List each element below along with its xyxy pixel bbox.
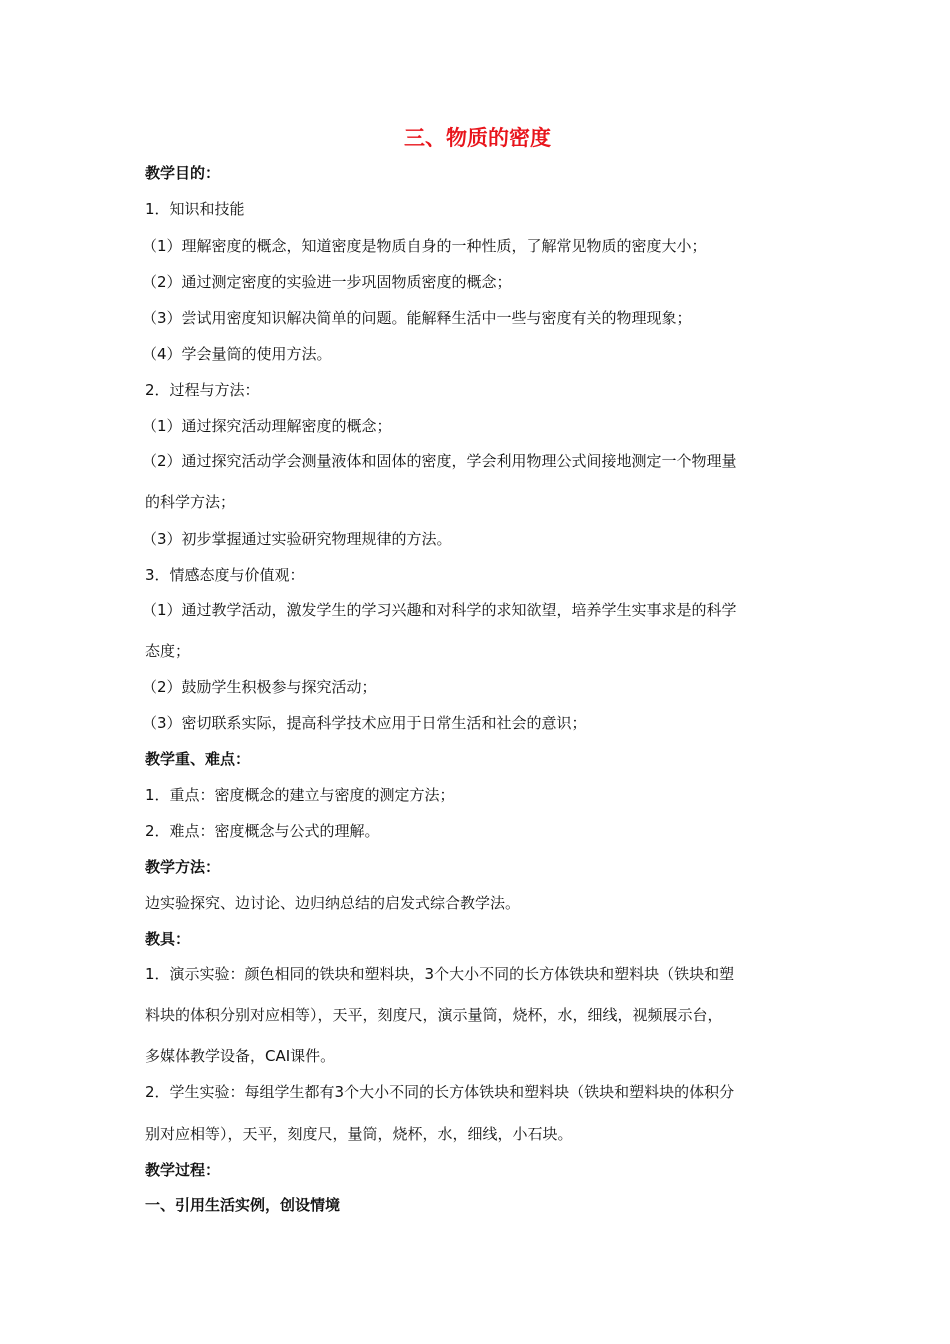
method-heading: 教学方法： — [145, 858, 221, 876]
procedure-section-1: 一、引用生活实例，创设情境 — [145, 1196, 341, 1214]
knowledge-item-4: （4）学会量筒的使用方法。 — [142, 345, 332, 363]
process-item-1: （1）通过探究活动理解密度的概念； — [142, 417, 392, 435]
attitude-item-2: （2）鼓励学生积极参与探究活动； — [142, 678, 377, 696]
attitude-item-1: （1）通过教学活动，激发学生的学习兴趣和对科学的求知欲望，培养学生实事求是的科学 — [142, 601, 737, 619]
knowledge-label: 1．知识和技能 — [145, 200, 245, 218]
attitude-label: 3．情感态度与价值观： — [145, 566, 305, 584]
key-points-heading: 教学重、难点： — [145, 750, 251, 768]
equipment-line-5: 别对应相等），天平，刻度尺，量筒，烧杯，水，细线，小石块。 — [145, 1125, 573, 1143]
process-label: 2．过程与方法： — [145, 381, 260, 399]
procedure-heading: 教学过程： — [145, 1161, 221, 1179]
key-point-2: 2．难点：密度概念与公式的理解。 — [145, 822, 380, 840]
process-item-2-cont: 的科学方法； — [145, 493, 236, 511]
process-item-3: （3）初步掌握通过实验研究物理规律的方法。 — [142, 530, 452, 548]
equipment-line-2: 料块的体积分别对应相等），天平，刻度尺，演示量筒，烧杯，水，细线，视频展示台， — [145, 1006, 723, 1024]
key-point-1: 1．重点：密度概念的建立与密度的测定方法； — [145, 786, 455, 804]
equipment-line-4: 2．学生实验：每组学生都有3个大小不同的长方体铁块和塑料块（铁块和塑料块的体积分 — [145, 1083, 735, 1101]
knowledge-item-2: （2）通过测定密度的实验进一步巩固物质密度的概念； — [142, 273, 512, 291]
knowledge-item-3: （3）尝试用密度知识解决简单的问题。能解释生活中一些与密度有关的物理现象； — [142, 309, 692, 327]
attitude-item-1-cont: 态度； — [145, 642, 191, 660]
knowledge-item-1: （1）理解密度的概念，知道密度是物质自身的一种性质，了解常见物质的密度大小； — [142, 237, 707, 255]
page-title: 三、物质的密度 — [404, 126, 551, 150]
attitude-item-3: （3）密切联系实际，提高科学技术应用于日常生活和社会的意识； — [142, 714, 587, 732]
equipment-heading: 教具： — [145, 930, 191, 948]
equipment-line-3: 多媒体教学设备，CAI课件。 — [145, 1047, 336, 1065]
objectives-heading: 教学目的： — [145, 164, 221, 182]
method-text: 边实验探究、边讨论、边归纳总结的启发式综合教学法。 — [145, 894, 521, 912]
equipment-line-1: 1．演示实验：颜色相同的铁块和塑料块，3个大小不同的长方体铁块和塑料块（铁块和塑 — [145, 965, 735, 983]
process-item-2: （2）通过探究活动学会测量液体和固体的密度，学会利用物理公式间接地测定一个物理量 — [142, 452, 737, 470]
